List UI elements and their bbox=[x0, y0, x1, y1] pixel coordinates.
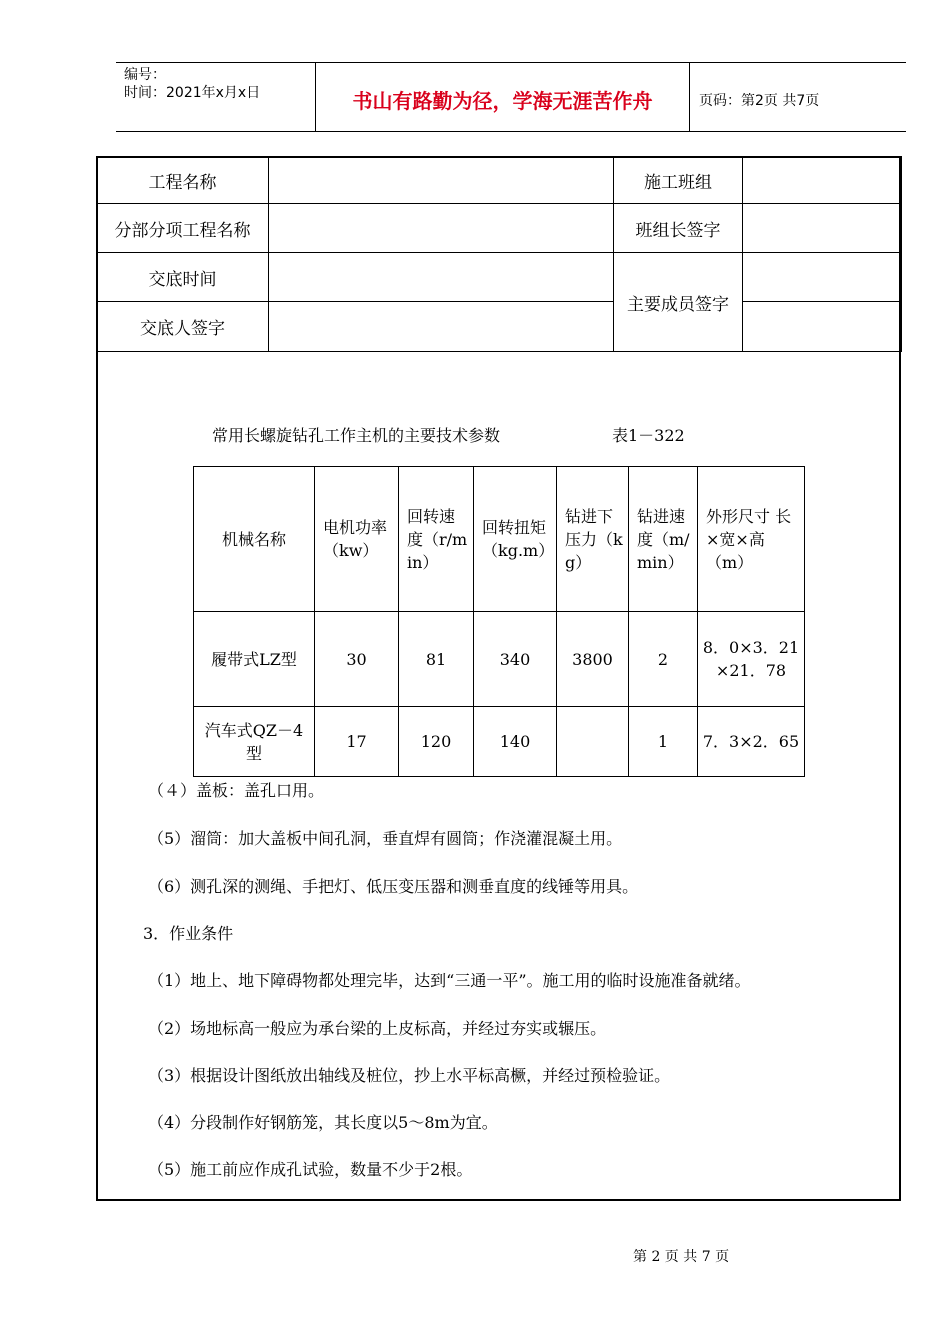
cell-torque: 340 bbox=[474, 612, 557, 707]
header-meta bbox=[124, 66, 260, 102]
project-name-field[interactable] bbox=[269, 157, 614, 204]
header-motto: 书山有路勤为径，学海无涯苦作舟 bbox=[352, 89, 653, 113]
team-field[interactable] bbox=[743, 157, 902, 204]
paragraph: （2）场地标高一般应为承台梁的上皮标高，并经过夯实或辗压。 bbox=[148, 1019, 607, 1038]
briefer-sign-label: 交底人签字 bbox=[97, 302, 269, 352]
subproject-label: 分部分项工程名称 bbox=[97, 204, 269, 253]
table-number: 表1－322 bbox=[612, 426, 685, 445]
members-sign-field[interactable] bbox=[743, 253, 902, 302]
paragraph: （４）盖板：盖孔口用。 bbox=[148, 781, 325, 800]
table-row bbox=[194, 612, 805, 707]
header-page-info: 页码：第2页 共7页 bbox=[699, 93, 820, 109]
header-cell: 电机功率（kw） bbox=[315, 467, 399, 612]
members-sign-label: 主要成员签字 bbox=[614, 253, 743, 352]
paragraph: （4）分段制作好钢筋笼，其长度以5～8m为宜。 bbox=[148, 1113, 498, 1132]
cell-drill-speed: 1 bbox=[629, 707, 698, 777]
leader-sign-label: 班组长签字 bbox=[614, 204, 743, 253]
cell-drill-speed: 2 bbox=[629, 612, 698, 707]
table-title: 常用长螺旋钻孔工作主机的主要技术参数 bbox=[212, 426, 501, 445]
header-cell: 回转速度（r/min） bbox=[399, 467, 474, 612]
subproject-field[interactable] bbox=[269, 204, 614, 253]
cell-torque: 140 bbox=[474, 707, 557, 777]
team-label: 施工班组 bbox=[614, 157, 743, 204]
cell-speed: 120 bbox=[399, 707, 474, 777]
project-name-label: 工程名称 bbox=[97, 157, 269, 204]
cell-pressure bbox=[557, 707, 629, 777]
table-header-row bbox=[194, 467, 805, 612]
cell-pressure: 3800 bbox=[557, 612, 629, 707]
cell-name: 履带式LZ型 bbox=[194, 612, 315, 707]
cell-power: 30 bbox=[315, 612, 399, 707]
cell-size: 7．3×2．65 bbox=[698, 707, 805, 777]
members-sign-field[interactable] bbox=[743, 302, 902, 352]
header-divider bbox=[689, 63, 690, 131]
paragraph: （5）溜筒：加大盖板中间孔洞，垂直焊有圆筒；作浇灌混凝土用。 bbox=[148, 829, 623, 848]
time-label: 时间：2021年x月x日 bbox=[124, 85, 261, 101]
cell-power: 17 bbox=[315, 707, 399, 777]
paragraph: （6）测孔深的测绳、手把灯、低压变压器和测垂直度的线锤等用具。 bbox=[148, 877, 639, 896]
briefer-sign-field[interactable] bbox=[269, 302, 614, 352]
table-row bbox=[194, 707, 805, 777]
paragraph: （3）根据设计图纸放出轴线及桩位，抄上水平标高橛，并经过预检验证。 bbox=[148, 1066, 671, 1085]
cell-speed: 81 bbox=[399, 612, 474, 707]
info-table bbox=[96, 156, 902, 352]
cell-size: 8．0×3．21×21．78 bbox=[698, 612, 805, 707]
header-cell: 钻进速度（m/min） bbox=[629, 467, 698, 612]
header-cell: 回转扭矩（kg.m） bbox=[474, 467, 557, 612]
header-cell: 机械名称 bbox=[194, 467, 315, 612]
header-cell: 钻进下压力（kg） bbox=[557, 467, 629, 612]
briefing-time-label: 交底时间 bbox=[97, 253, 269, 302]
paragraph: （1）地上、地下障碍物都处理完毕，达到“三通一平”。施工用的临时设施准备就绪。 bbox=[148, 971, 751, 990]
page-header bbox=[116, 62, 906, 132]
header-cell: 外形尺寸 长×宽×高（m） bbox=[698, 467, 805, 612]
section-heading: 3．作业条件 bbox=[143, 924, 234, 943]
number-label: 编号： bbox=[124, 67, 166, 83]
paragraph: （5）施工前应作成孔试验，数量不少于2根。 bbox=[148, 1160, 473, 1179]
cell-name: 汽车式QZ－4型 bbox=[194, 707, 315, 777]
table-caption bbox=[212, 423, 685, 446]
leader-sign-field[interactable] bbox=[743, 204, 902, 253]
page-footer: 第 2 页 共 7 页 bbox=[633, 1249, 730, 1265]
briefing-time-field[interactable] bbox=[269, 253, 614, 302]
params-table bbox=[193, 466, 805, 777]
